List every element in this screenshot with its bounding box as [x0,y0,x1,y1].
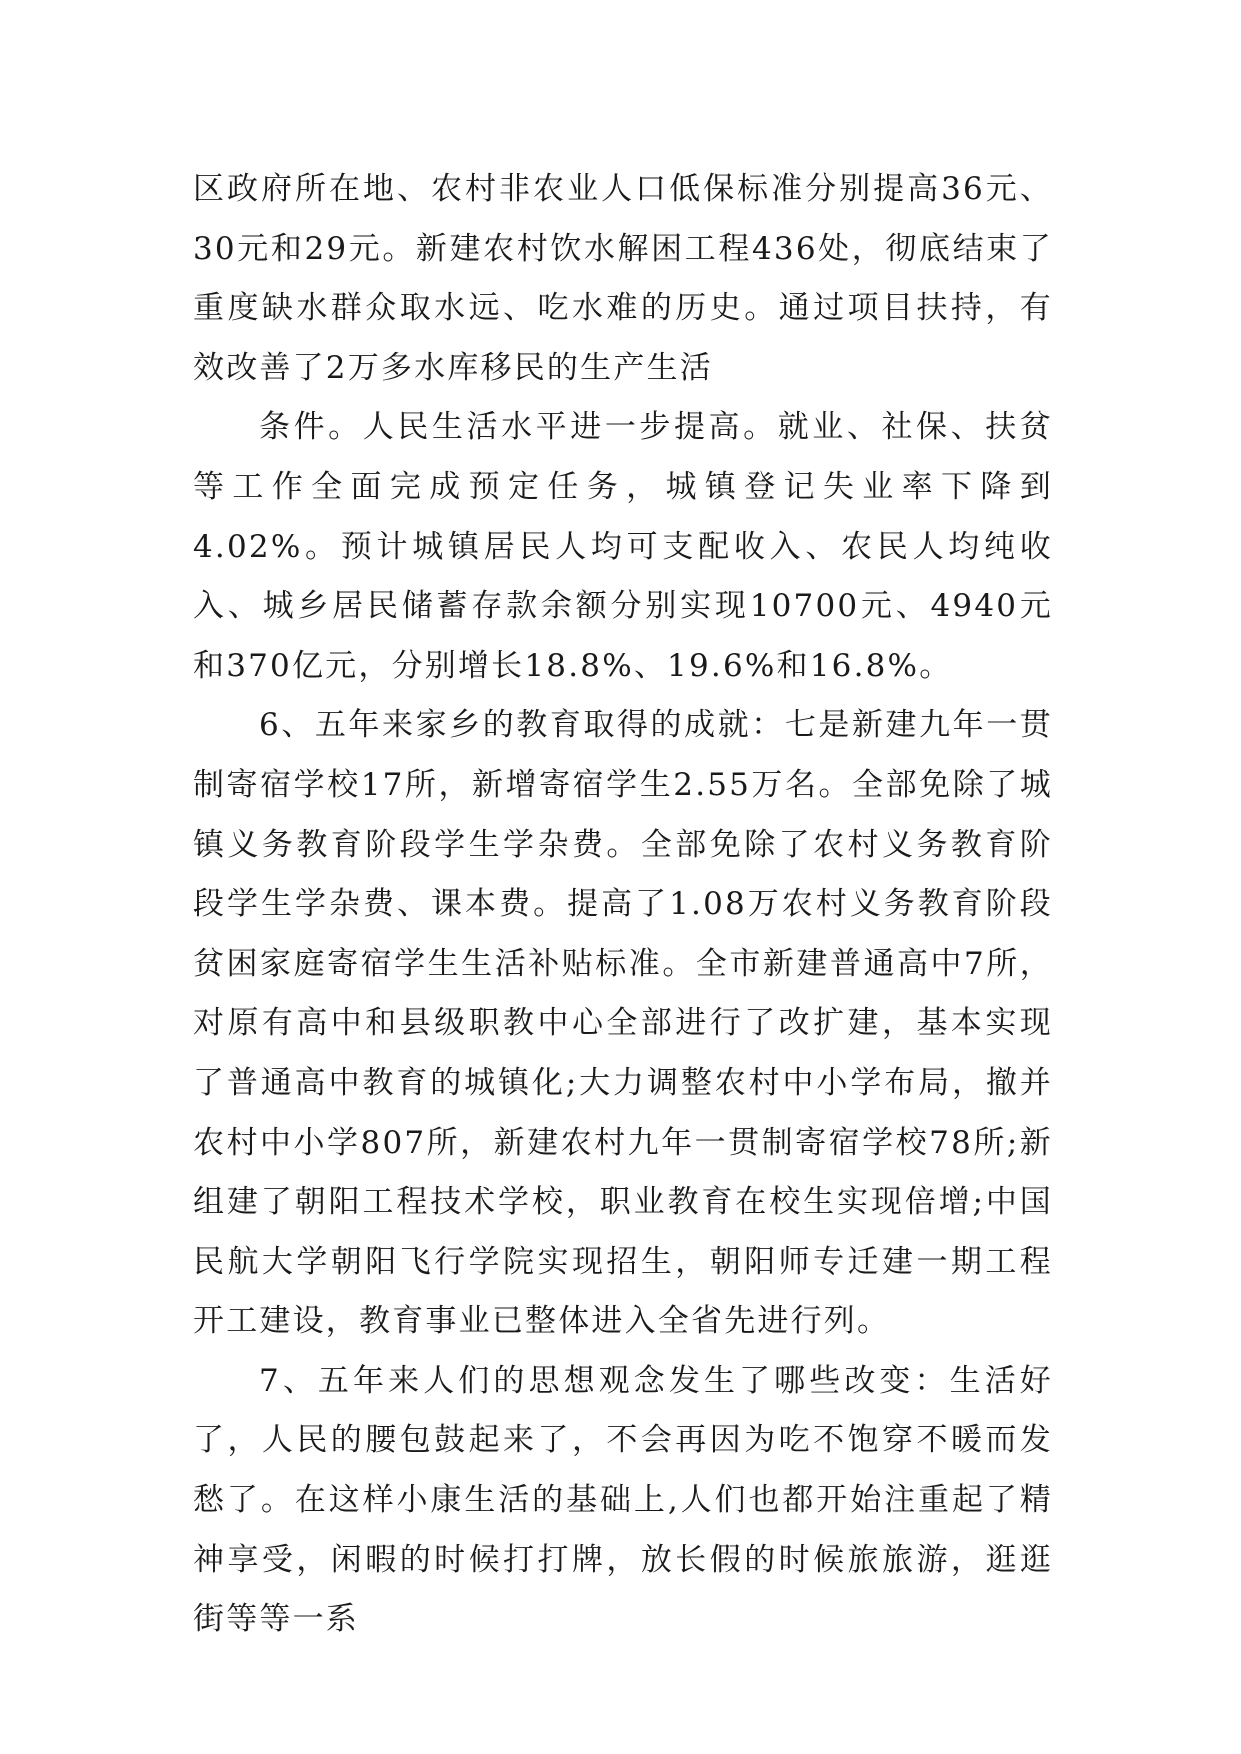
paragraph-mindset-changes: 7、五年来人们的思想观念发生了哪些改变：生活好了，人民的腰包鼓起来了，不会再因为吃不饱穿不暖而发愁了。在这样小康生活的基础上,人们也都开始注重起了精神享受，闲暇的时候打打牌，放长假的时候旅旅游，逛逛街等等一系 [193,1362,1053,1638]
paragraph-living-standards: 条件。人民生活水平进一步提高。就业、社保、扶贫等工作全面完成预定任务，城镇登记失业率下降到4.02%。预计城镇居民人均可支配收入、农民人均纯收入、城乡居民储蓄存款余额分别实现10700元、4940元和370亿元，分别增长18.8%、19.6%和16.8%。 [193,409,1053,684]
document-body [193,160,1053,1650]
paragraph-education-achievements: 6、五年来家乡的教育取得的成就：七是新建九年一贯制寄宿学校17所，新增寄宿学生2.55万名。全部免除了城镇义务教育阶段学生学杂费。全部免除了农村义务教育阶段学生学杂费、课本费。提高了1.08万农村义务教育阶段贫困家庭寄宿学生生活补贴标准。全市新建普通高中7所，对原有高中和县级职教中心全部进行了改扩建，基本实现了普通高中教育的城镇化;大力调整农村中小学布局，撤并农村中小学807所，新建农村九年一贯制寄宿学校78所;新组建了朝阳工程技术学校，职业教育在校生实现倍增;中国民航大学朝阳飞行学院实现招生，朝阳师专迁建一期工程开工建设，教育事业已整体进入全省先进行列。 [193,707,1053,1340]
paragraph-low-income-standards: 区政府所在地、农村非农业人口低保标准分别提高36元、30元和29元。新建农村饮水解困工程436处，彻底结束了重度缺水群众取水远、吃水难的历史。通过项目扶持，有效改善了2万多水库移民的生产生活 [193,171,1053,386]
